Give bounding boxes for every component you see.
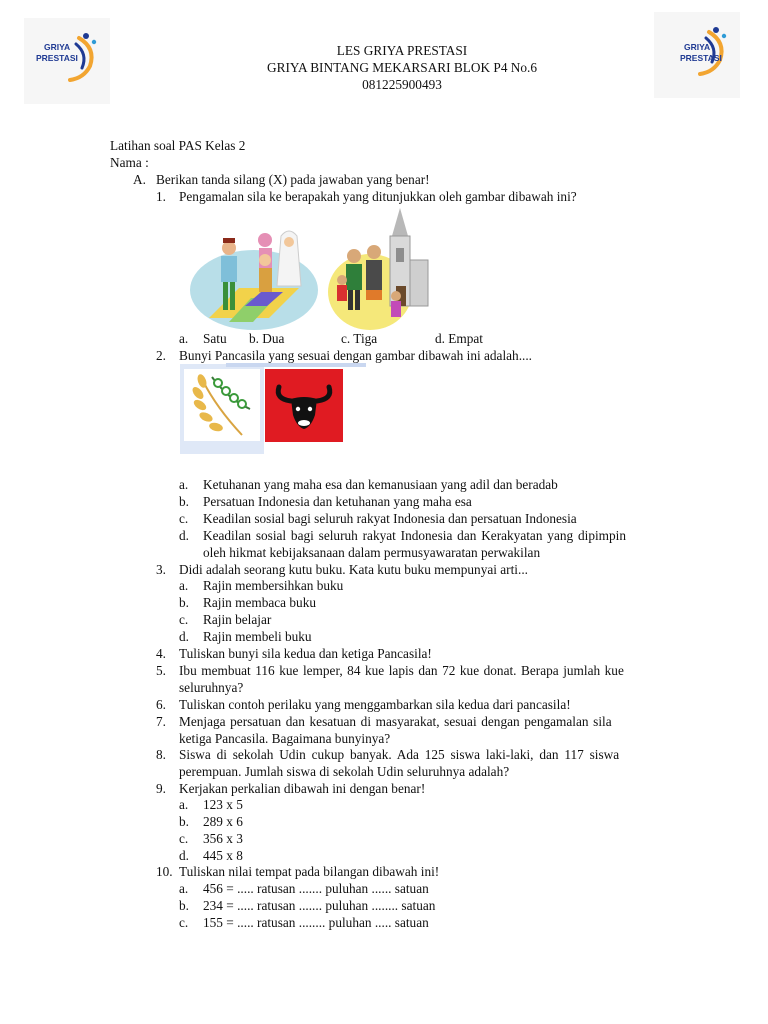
logo-text-bottom: PRESTASI (36, 53, 78, 63)
q10-text: Tuliskan nilai tempat pada bilangan dibawah ini! (179, 864, 440, 879)
q3-option-b-text: Rajin membaca buku (203, 595, 316, 610)
q3-option-c-letter: c. (179, 612, 189, 627)
q9-number: 9. (156, 781, 166, 796)
q2-option-b-text: Persatuan Indonesia dan ketuhanan yang maha esa (203, 494, 472, 509)
q3-option-d-letter: d. (179, 629, 189, 644)
q10-option-a-text: 456 = ..... ratusan ....... puluhan ...... satuan (203, 881, 429, 896)
q9-option-d-text: 445 x 8 (203, 848, 243, 863)
q8-text: Siswa di sekolah Udin cukup banyak. Ada 125 siswa laki-laki, dan 117 siswa (179, 747, 620, 762)
q7-text-cont: ketiga Pancasila. Bagaimana bunyinya? (179, 731, 391, 746)
griya-prestasi-logo-left (24, 18, 110, 104)
q9-text: Kerjakan perkalian dibawah ini dengan benar! (179, 781, 426, 796)
q4-number: 4. (156, 646, 166, 661)
banteng-emblem (265, 369, 343, 442)
q7-text: Menjaga persatuan dan kesatuan di masyarakat, sesuai dengan pengamalan sila (179, 714, 612, 729)
q2-text: Bunyi Pancasila yang sesuai dengan gambar dibawah ini adalah.... (179, 348, 533, 363)
q9-option-c-letter: c. (179, 831, 189, 846)
header-line-2: GRIYA BINTANG MEKARSARI BLOK P4 No.6 (266, 60, 538, 75)
header-line-3: 081225900493 (362, 77, 442, 92)
logo-text-top: GRIYA (684, 42, 711, 52)
q3-option-b-letter: b. (179, 595, 189, 610)
section-instruction: Berikan tanda silang (X) pada jawaban yang benar! (156, 172, 430, 187)
q2-number: 2. (156, 348, 166, 363)
q2-option-d-text-cont: oleh hikmat kebijaksanaan dalam permusyawaratan perwakilan (203, 545, 541, 560)
q10-option-c-text: 155 = ..... ratusan ........ puluhan ..... satuan (203, 915, 429, 930)
q10-option-b-letter: b. (179, 898, 189, 913)
q5-number: 5. (156, 663, 166, 678)
q3-option-a-letter: a. (179, 578, 189, 593)
q1-option-b: b. Dua (249, 331, 285, 346)
q3-number: 3. (156, 562, 166, 577)
rice-cotton-emblem (184, 369, 260, 441)
header-line-1: LES GRIYA PRESTASI (336, 43, 468, 58)
q2-option-d-letter: d. (179, 528, 189, 543)
q8-number: 8. (156, 747, 166, 762)
q2-option-a-letter: a. (179, 477, 189, 492)
q1-option-d: d. Empat (435, 331, 484, 346)
q6-number: 6. (156, 697, 166, 712)
q7-number: 7. (156, 714, 166, 729)
section-letter: A. (133, 172, 146, 187)
q2-option-c-letter: c. (179, 511, 189, 526)
logo-text-top: GRIYA (44, 42, 71, 52)
q10-option-b-text: 234 = ..... ratusan ....... puluhan ........ satuan (203, 898, 436, 913)
q3-option-d-text: Rajin membeli buku (203, 629, 312, 644)
q3-option-c-text: Rajin belajar (203, 612, 272, 627)
griya-prestasi-logo-right (654, 12, 740, 98)
q6-text: Tuliskan contoh perilaku yang menggambarkan sila kedua dari pancasila! (179, 697, 571, 712)
q3-option-a-text: Rajin membersihkan buku (203, 578, 344, 593)
q9-option-d-letter: d. (179, 848, 189, 863)
q2-option-b-letter: b. (179, 494, 189, 509)
q2-option-c-text: Keadilan sosial bagi seluruh rakyat Indonesia dan persatuan Indonesia (203, 511, 577, 526)
church-family-illustration (326, 208, 432, 332)
q1-option-a-letter: a. (179, 331, 189, 346)
q10-option-a-letter: a. (179, 881, 189, 896)
name-label: Nama : (110, 155, 149, 170)
q2-option-a-text: Ketuhanan yang maha esa dan kemanusiaan yang adil dan beradab (203, 477, 558, 492)
q10-option-c-letter: c. (179, 915, 189, 930)
q1-option-c: c. Tiga (341, 331, 378, 346)
q1-number: 1. (156, 189, 166, 204)
image-frame-highlight-top (226, 363, 366, 367)
q9-option-a-text: 123 x 5 (203, 797, 243, 812)
q1-option-a-text: Satu (203, 331, 227, 346)
q9-option-a-letter: a. (179, 797, 189, 812)
q1-text: Pengamalan sila ke berapakah yang ditunjukkan oleh gambar dibawah ini? (179, 189, 577, 204)
q9-option-b-letter: b. (179, 814, 189, 829)
praying-family-illustration (189, 226, 319, 330)
q5-text: Ibu membuat 116 kue lemper, 84 kue lapis dan 72 kue donat. Berapa jumlah kue (179, 663, 624, 678)
q10-number: 10. (156, 864, 173, 879)
worksheet-title: Latihan soal PAS Kelas 2 (110, 138, 246, 153)
q4-text: Tuliskan bunyi sila kedua dan ketiga Pancasila! (179, 646, 432, 661)
q8-text-cont: perempuan. Jumlah siswa di sekolah Udin seluruhnya adalah? (179, 764, 510, 779)
q9-option-b-text: 289 x 6 (203, 814, 243, 829)
q3-text: Didi adalah seorang kutu buku. Kata kutu buku mempunyai arti... (179, 562, 528, 577)
q9-option-c-text: 356 x 3 (203, 831, 243, 846)
q2-option-d-text: Keadilan sosial bagi seluruh rakyat Indonesia dan Kerakyatan yang dipimpin (203, 528, 626, 543)
q5-text-cont: seluruhnya? (179, 680, 244, 695)
logo-text-bottom: PRESTASI (680, 53, 722, 63)
